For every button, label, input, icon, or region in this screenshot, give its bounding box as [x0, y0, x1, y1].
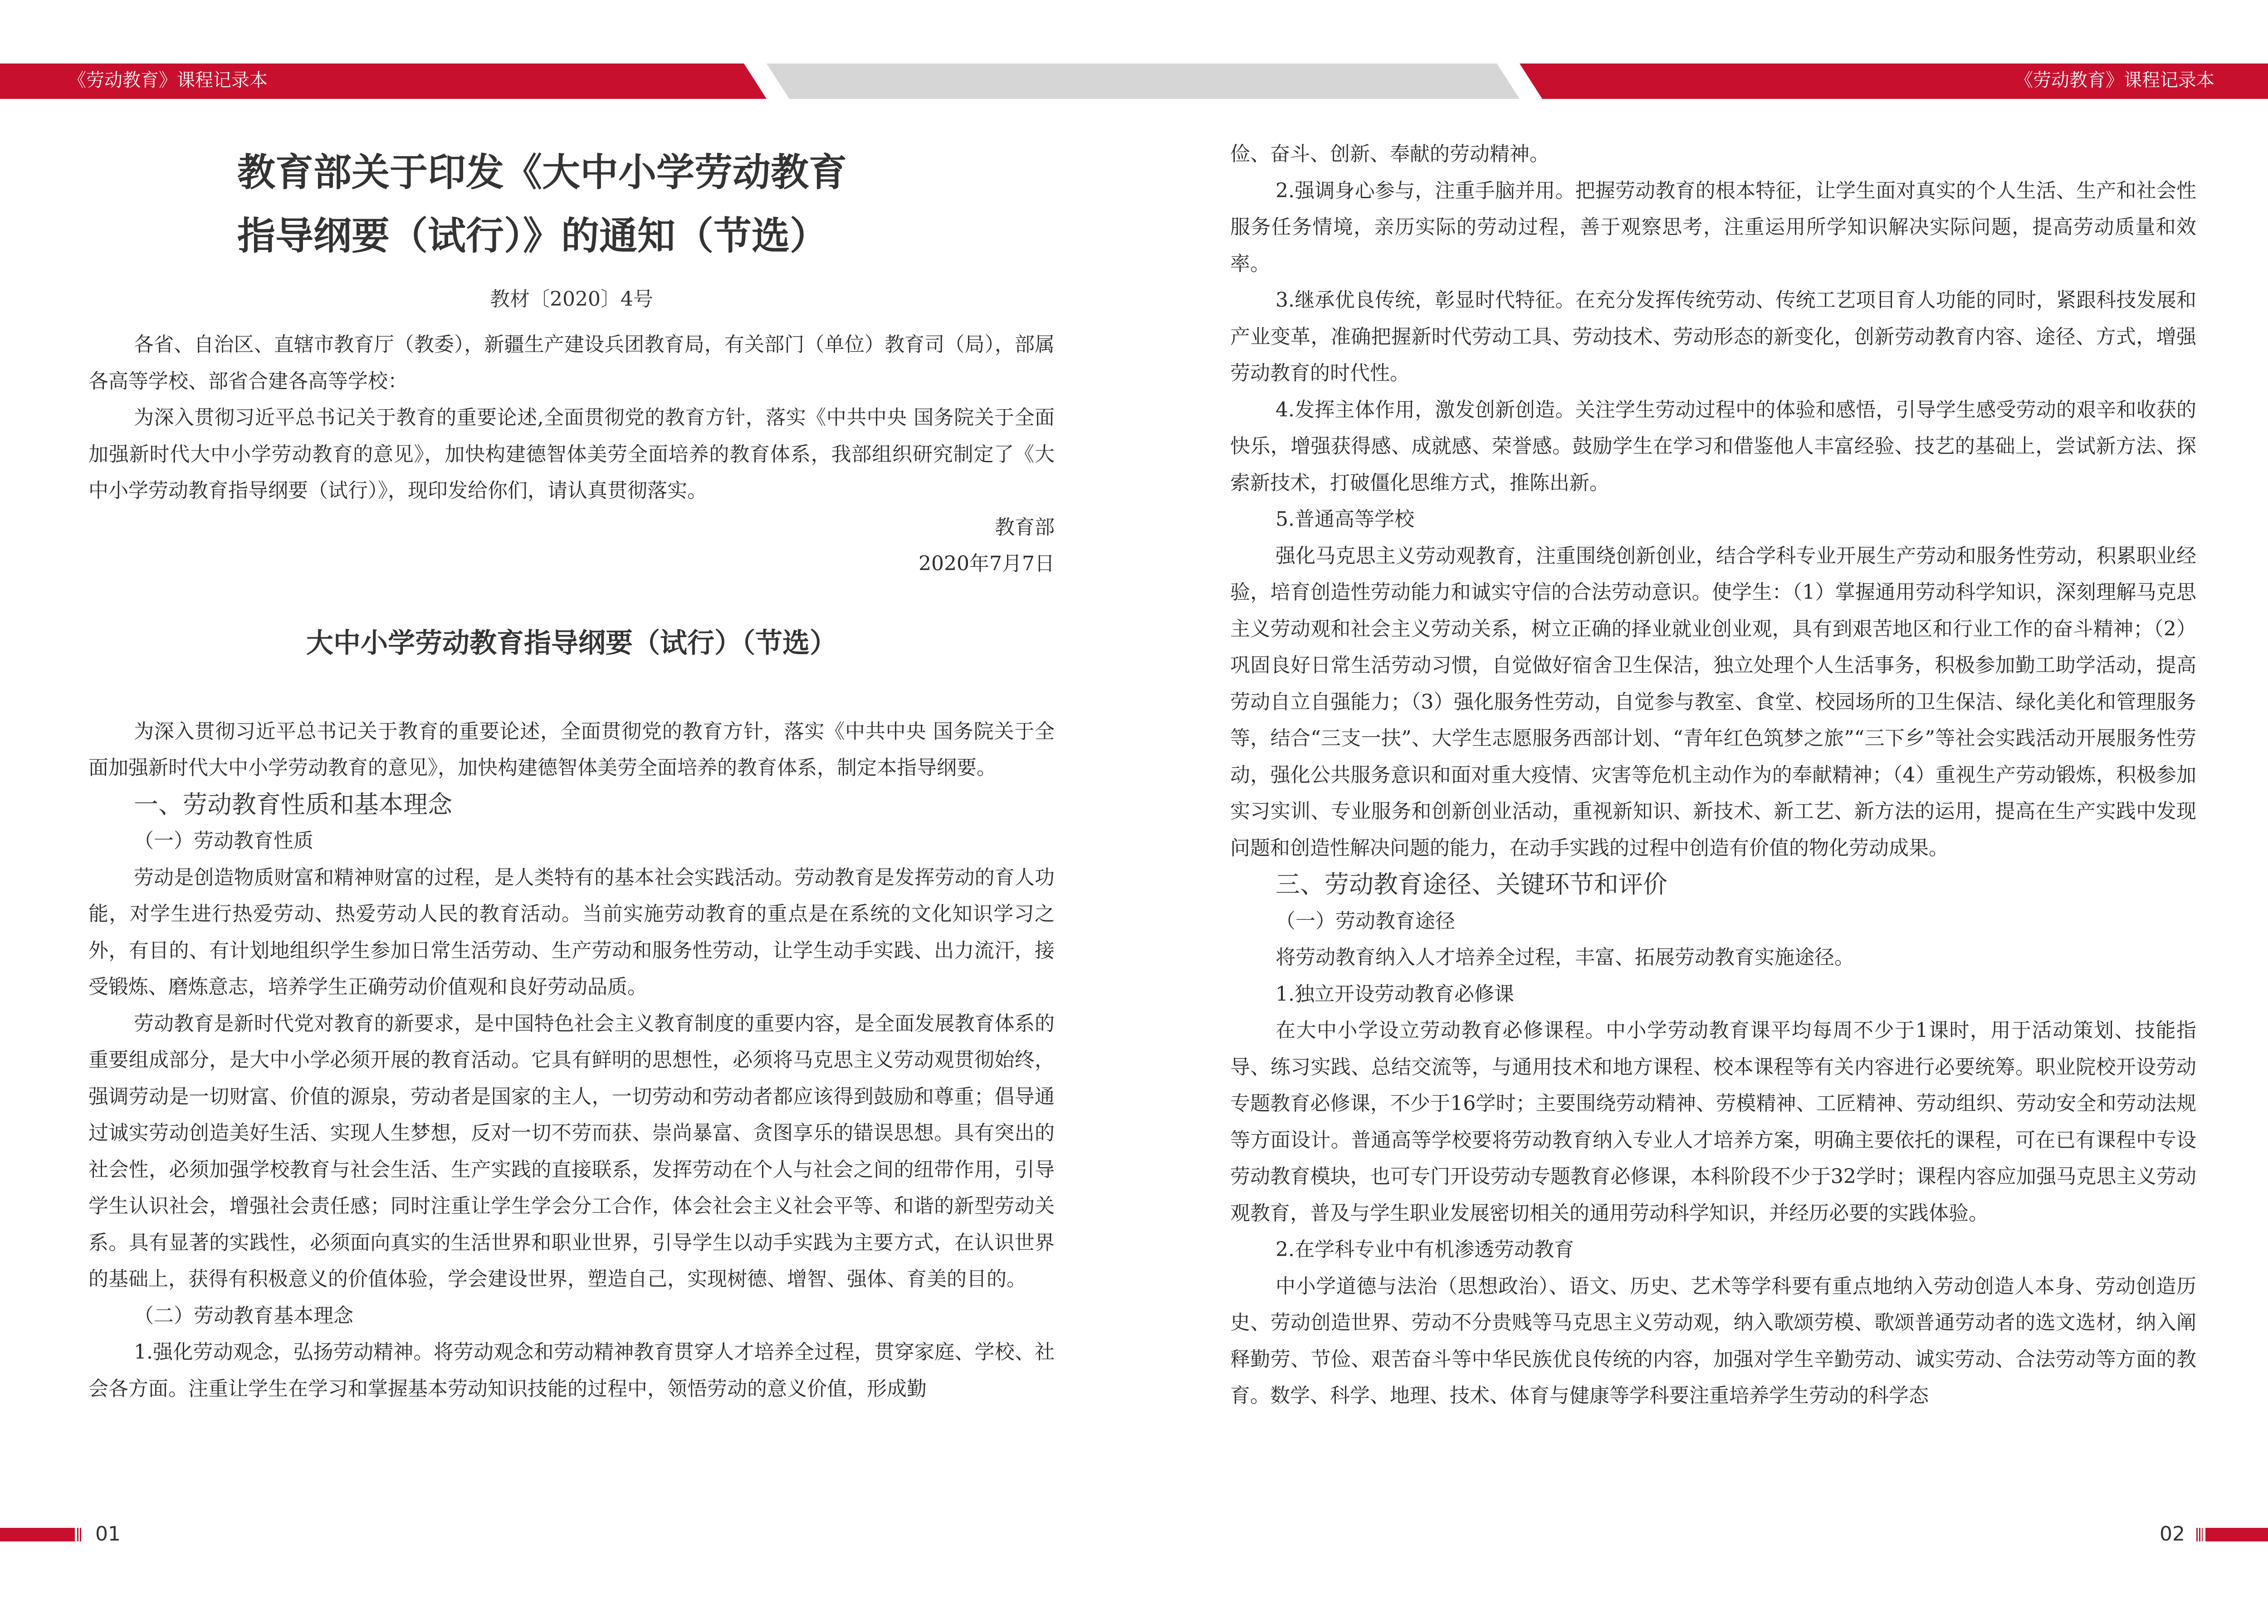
subsection-heading-1-1: （一）劳动教育性质 — [134, 829, 313, 852]
footer-ticks-left — [77, 1528, 82, 1541]
heading-universities: 5.普通高等学校 — [1276, 508, 1414, 531]
notice-body-paragraph: 为深入贯彻习近平总书记关于教育的重要论述,全面贯彻党的教育方针，落实《中共中央 国务院关于全面加强新时代大中小学劳动教育的意见》，加快构建德智体美劳全面培养的教育体系，我部组织研究制定了《大中小学劳动教育指导纲要（试行）》，现印发给你们，请认真贯彻落实。 — [88, 406, 1055, 502]
left-page — [88, 132, 1055, 1407]
paragraph-approaches: 将劳动教育纳入人才培养全过程，丰富、拓展劳动教育实施途径。 — [1276, 946, 1854, 969]
header-band-gray — [767, 64, 1520, 99]
footer-ticks-right — [2196, 1528, 2203, 1541]
paragraph-concept-4: 4.发挥主体作用，激发创新创造。关注学生劳动过程中的体验和感悟，引导学生感受劳动的艰辛和收获的快乐，增强获得感、成就感、荣誉感。鼓励学生在学习和借鉴他人丰富经验、技艺的基础上，尝试新方法、探索新技术，打破僵化思维方式，推陈出新。 — [1230, 398, 2196, 494]
paragraph-concept-1: 1.强化劳动观念，弘扬劳动精神。将劳动观念和劳动精神教育贯穿人才培养全过程，贯穿家庭、学校、社会各方面。注重让学生在学习和掌握基本劳动知识技能的过程中，领悟劳动的意义价值，形成勤 — [88, 1340, 1055, 1400]
header-title-left: 《劳动教育》课程记录本 — [68, 70, 268, 91]
intro-paragraph: 为深入贯彻习近平总书记关于教育的重要论述，全面贯彻党的教育方针，落实《中共中央 国务院关于全面加强新时代大中小学劳动教育的意见》，加快构建德智体美劳全面培养的教育体系，制定本指导纲要。 — [88, 719, 1055, 779]
header-title-right: 《劳动教育》课程记录本 — [2015, 70, 2214, 91]
continued-paragraph: 俭、奋斗、创新、奉献的劳动精神。 — [1230, 142, 1549, 166]
section-heading-3: 三、劳动教育途径、关键环节和评价 — [1276, 870, 1667, 899]
paragraph-universities: 强化马克思主义劳动观教育，注重围绕创新创业，结合学科专业开展生产劳动和服务性劳动，积累职业经验，培育创造性劳动能力和诚实守信的合法劳动意识。使学生：（1）掌握通用劳动科学知识，深刻理解马克思主义劳动观和社会主义劳动关系，树立正确的择业就业创业观，具有到艰苦地区和行业工作的奋斗精神；（2）巩固良好日常生活劳动习惯，自觉做好宿舍卫生保洁，独立处理个人生活事务，积极参加勤工助学活动，提高劳动自立自强能力；（3）强化服务性劳动，自觉参与教室、食堂、校园场所的卫生保洁、绿化美化和管理服务等，结合“三支一扶”、大学生志愿服务西部计划、“青年红色筑梦之旅”“三下乡”等社会实践活动开展服务性劳动，强化公共服务意识和面对重大疫情、灾害等危机主动作为的奉献精神；（4）重视生产劳动锻炼，积极参加实习实训、专业服务和创新创业活动，重视新知识、新技术、新工艺、新方法的运用，提高在生产实践中发现问题和创造性解决问题的能力，在动手实践的过程中创造有价值的物化劳动成果。 — [1230, 544, 2196, 860]
paragraph-concept-2: 2.强调身心参与，注重手脑并用。把握劳动教育的根本特征，让学生面对真实的个人生活、生产和社会性服务任务情境，亲历实际的劳动过程，善于观察思考，注重运用所学知识解决实际问题，提高劳动质量和效率。 — [1230, 179, 2196, 275]
subsection-heading-1-2: （二）劳动教育基本理念 — [134, 1304, 353, 1327]
paragraph-required-course: 在大中小学设立劳动教育必修课程。中小学劳动教育课平均每周不少于1课时，用于活动策划、技能指导、练习实践、总结交流等，与通用技术和地方课程、校本课程等有关内容进行必要统筹。职业院校开设劳动专题教育必修课，不少于16学时；主要围绕劳动精神、劳模精神、工匠精神、劳动组织、劳动安全和劳动法规等方面设计。普通高等学校要将劳动教育纳入专业人才培养方案，明确主要依托的课程，可在已有课程中专设劳动教育模块，也可专门开设劳动专题教育必修课，本科阶段不少于32学时；课程内容应加强马克思主义劳动观教育，普及与学生职业发展密切相关的通用劳动科学知识，并经历必要的实践体验。 — [1230, 1019, 2196, 1225]
document-title-line1: 教育部关于印发《大中小学劳动教育 — [237, 150, 847, 195]
outline-subtitle: 大中小学劳动教育指导纲要（试行）（节选） — [306, 627, 837, 659]
paragraph-new-era: 劳动教育是新时代党对教育的新要求，是中国特色社会主义教育制度的重要内容，是全面发展教育体系的重要组成部分，是大中小学必须开展的教育活动。它具有鲜明的思想性，必须将马克思主义劳动观贯彻始终，强调劳动是一切财富、价值的源泉，劳动者是国家的主人，一切劳动和劳动者都应该得到鼓励和尊重；倡导通过诚实劳动创造美好生活、实现人生梦想，反对一切不劳而获、崇尚暴富、贪图享乐的错误思想。具有突出的社会性，必须加强学校教育与社会生活、生产实践的直接联系，发挥劳动在个人与社会之间的纽带作用，引导学生认识社会，增强社会责任感；同时注重让学生学会分工合作，体会社会主义社会平等、和谐的新型劳动关系。具有显著的实践性，必须面向真实的生活世界和职业世界，引导学生以动手实践为主要方式，在认识世界的基础上，获得有积极意义的价值体验，学会建设世界，塑造自己，实现树德、增智、强体、育美的目的。 — [88, 1012, 1055, 1291]
heading-subject-integration: 2.在学科专业中有机渗透劳动教育 — [1276, 1238, 1574, 1261]
paragraph-labor-nature: 劳动是创造物质财富和精神财富的过程，是人类特有的基本社会实践活动。劳动教育是发挥劳动的育人功能，对学生进行热爱劳动、热爱劳动人民的教育活动。当前实施劳动教育的重点是在系统的文化知识学习之外，有目的、有计划地组织学生参加日常生活劳动、生产劳动和服务性劳动，让学生动手实践、出力流汗，接受锻炼、磨炼意志，培养学生正确劳动价值观和良好劳动品质。 — [88, 866, 1055, 998]
signer: 教育部 — [995, 515, 1055, 539]
addressee-paragraph: 各省、自治区、直辖市教育厅（教委），新疆生产建设兵团教育局，有关部门（单位）教育司（局），部属各高等学校、部省合建各高等学校： — [88, 333, 1055, 393]
page-number-left: 01 — [95, 1522, 121, 1546]
footer-bar-right — [2205, 1528, 2268, 1541]
heading-required-course: 1.独立开设劳动教育必修课 — [1276, 982, 1514, 1006]
paragraph-concept-3: 3.继承优良传统，彰显时代特征。在充分发挥传统劳动、传统工艺项目育人功能的同时，紧跟科技发展和产业变革，准确把握新时代劳动工具、劳动技术、劳动形态的新变化，创新劳动教育内容、途径、方式，增强劳动教育的时代性。 — [1230, 289, 2196, 385]
section-heading-1: 一、劳动教育性质和基本理念 — [134, 790, 452, 819]
document-number: 教材〔2020〕4号 — [490, 288, 653, 311]
page-number-right: 02 — [2160, 1522, 2185, 1546]
document-title — [237, 141, 1055, 268]
document-title-line2: 指导纲要（试行）》的通知（节选） — [237, 214, 828, 258]
footer-bar-left — [0, 1528, 75, 1541]
paragraph-subject-integration: 中小学道德与法治（思想政治）、语文、历史、艺术等学科要有重点地纳入劳动创造人本身、劳动创造历史、劳动创造世界、劳动不分贵贱等马克思主义劳动观，纳入歌颂劳模、歌颂普通劳动者的选文选材，纳入阐释勤劳、节俭、艰苦奋斗等中华民族优良传统的内容，加强对学生辛勤劳动、诚实劳动、合法劳动等方面的教育。数学、科学、地理、技术、体育与健康等学科要注重培养学生劳动的科学态 — [1230, 1274, 2196, 1407]
signing-date: 2020年7月7日 — [919, 552, 1055, 575]
right-page — [1230, 136, 2196, 1414]
subsection-heading-3-1: （一）劳动教育途径 — [1276, 909, 1455, 933]
